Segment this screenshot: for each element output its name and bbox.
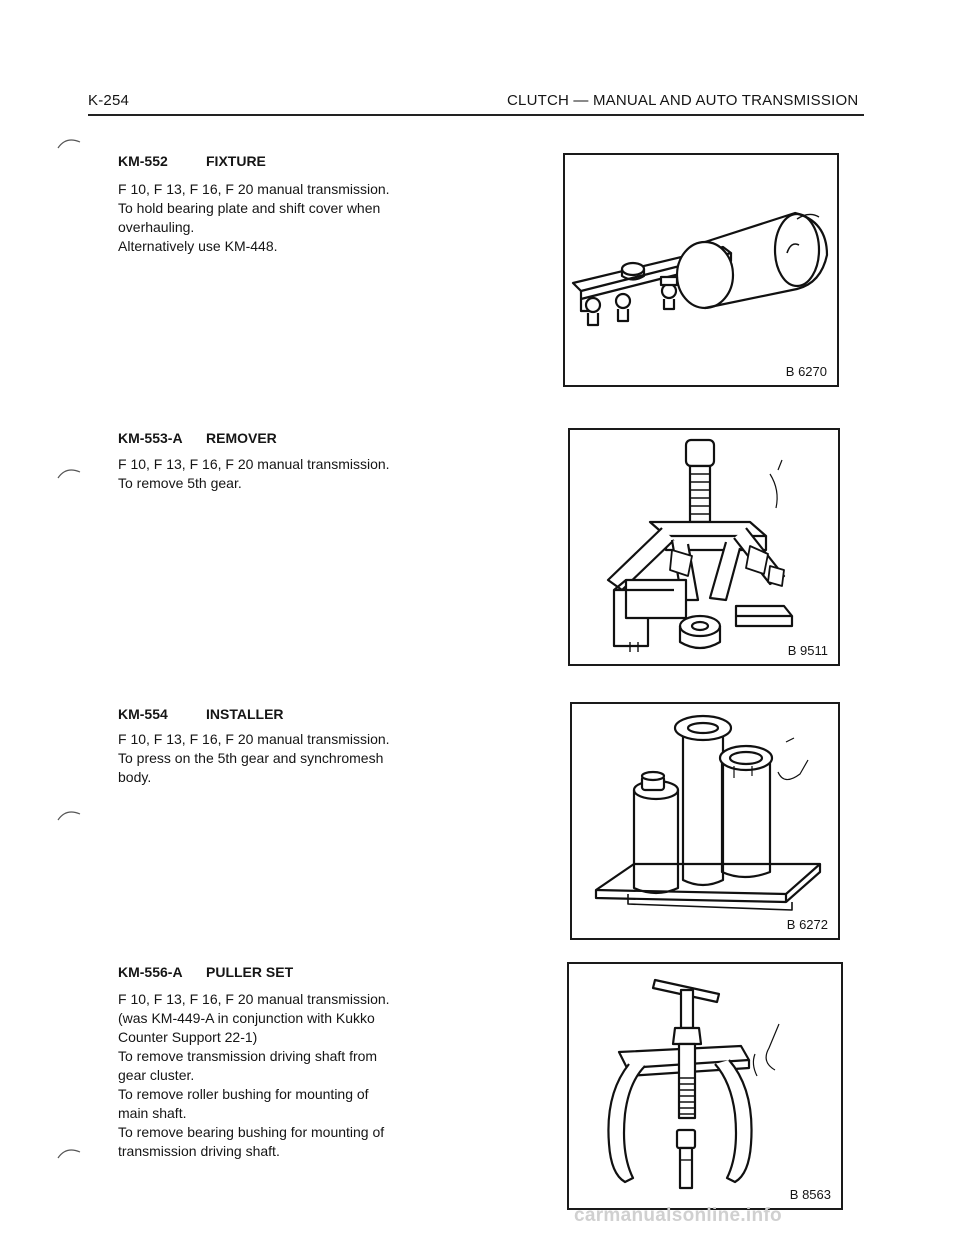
- fixture-illustration: [565, 155, 837, 385]
- figure-label: B 6270: [785, 364, 827, 379]
- figure-label: B 6272: [786, 917, 828, 932]
- description-line: To remove transmission driving shaft from: [118, 1048, 378, 1064]
- description-line: F 10, F 13, F 16, F 20 manual transmission.: [118, 456, 390, 472]
- figure-label: B 9511: [787, 643, 828, 658]
- tool-name: PULLER SET: [206, 964, 294, 980]
- tool-name: FIXTURE: [206, 153, 266, 169]
- tool-heading-km-552: [118, 153, 266, 169]
- description-line: To press on the 5th gear and synchromesh: [118, 750, 384, 766]
- header-divider: [88, 114, 864, 116]
- tool-heading-km-556-a: [118, 964, 293, 980]
- tool-name: REMOVER: [206, 430, 277, 446]
- description-line: F 10, F 13, F 16, F 20 manual transmission.: [118, 181, 390, 197]
- tool-description: [118, 180, 458, 256]
- description-line: gear cluster.: [118, 1067, 195, 1083]
- figure-label: B 8563: [789, 1187, 831, 1202]
- figure-fixture: [563, 153, 839, 387]
- section-title: CLUTCH — MANUAL AND AUTO TRANSMISSION: [507, 92, 859, 109]
- margin-mark: [56, 808, 96, 822]
- tool-heading-km-554: [118, 706, 284, 722]
- figure-puller-set: [567, 962, 843, 1210]
- page-number: K-254: [88, 92, 130, 109]
- tool-number: KM-554: [118, 706, 168, 722]
- remover-illustration: [570, 430, 838, 664]
- figure-remover: [568, 428, 840, 666]
- description-line: F 10, F 13, F 16, F 20 manual transmission.: [118, 991, 390, 1007]
- description-line: overhauling.: [118, 219, 195, 235]
- description-line: To remove bearing bushing for mounting of: [118, 1124, 385, 1140]
- watermark-text: carmanualsonline.info: [574, 1205, 782, 1226]
- description-line: (was KM-449-A in conjunction with Kukko: [118, 1010, 375, 1026]
- tool-number: KM-556-A: [118, 964, 183, 980]
- margin-mark: [56, 136, 96, 150]
- tool-number: KM-552: [118, 153, 168, 169]
- margin-mark: [56, 1146, 96, 1160]
- description-line: Alternatively use KM-448.: [118, 238, 278, 254]
- description-line: transmission driving shaft.: [118, 1143, 280, 1159]
- margin-mark: [56, 466, 96, 480]
- figure-installer: [570, 702, 840, 940]
- tool-name: INSTALLER: [206, 706, 284, 722]
- description-line: body.: [118, 769, 152, 785]
- description-line: F 10, F 13, F 16, F 20 manual transmission.: [118, 731, 390, 747]
- installer-illustration: [572, 704, 838, 938]
- tool-number: KM-553-A: [118, 430, 183, 446]
- description-line: main shaft.: [118, 1105, 187, 1121]
- description-line: Counter Support 22-1): [118, 1029, 258, 1045]
- description-line: To hold bearing plate and shift cover when: [118, 200, 381, 216]
- puller-set-illustration: [569, 964, 841, 1208]
- tool-description: [118, 730, 458, 787]
- description-line: To remove roller bushing for mounting of: [118, 1086, 369, 1102]
- tool-description: [118, 990, 458, 1161]
- tool-description: [118, 455, 458, 493]
- description-line: To remove 5th gear.: [118, 475, 242, 491]
- tool-heading-km-553-a: [118, 430, 277, 446]
